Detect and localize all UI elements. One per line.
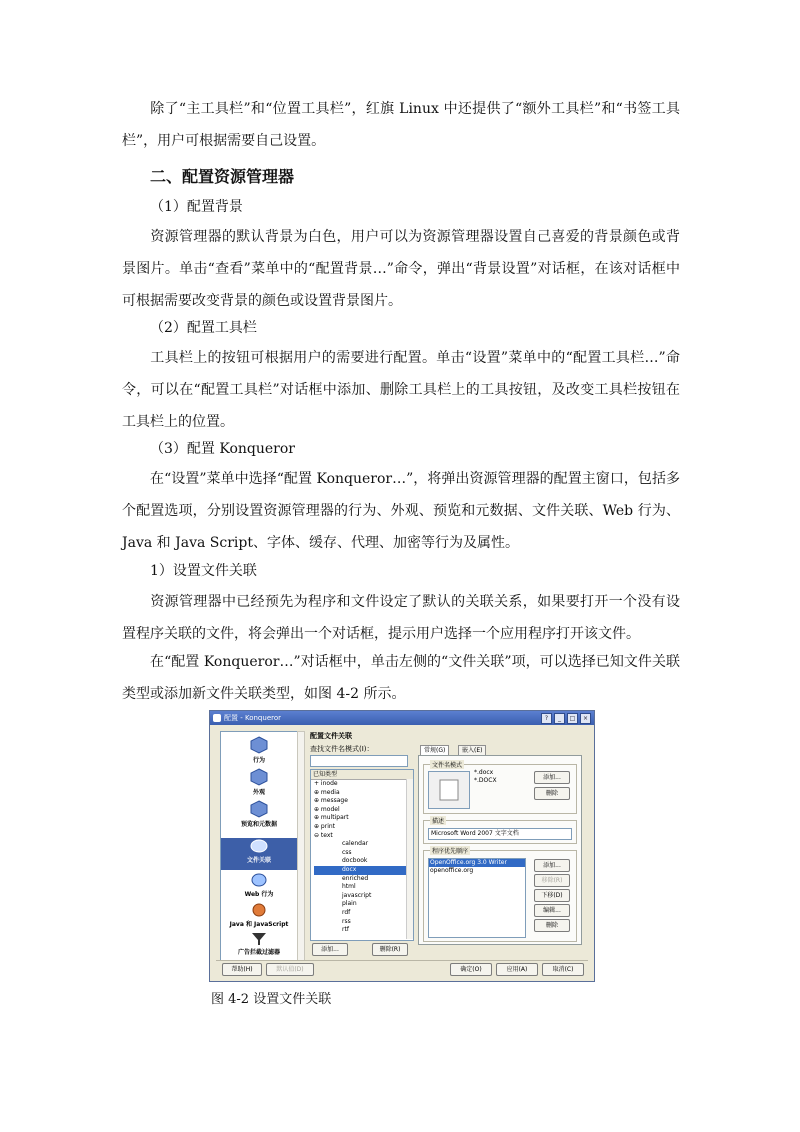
footer-divider <box>216 960 588 961</box>
tab-content <box>418 755 582 945</box>
delete-app-button[interactable]: 删除 <box>534 919 570 932</box>
minimize-icon[interactable]: _ <box>554 713 565 724</box>
tree-item[interactable]: html <box>342 883 356 891</box>
pattern-item[interactable]: *.docx <box>474 769 494 776</box>
funnel-icon <box>251 932 267 946</box>
move-down-button[interactable]: 下移(D) <box>534 889 570 902</box>
figure-caption: 图 4-2 设置文件关联 <box>211 992 332 1007</box>
konqueror-app-icon <box>213 714 221 722</box>
app-order-label: 程序优先顺序 <box>432 848 469 855</box>
patterns-list[interactable] <box>474 769 497 785</box>
nav-item-behavior[interactable]: 行为 <box>221 736 297 766</box>
delete-pattern-button[interactable]: 删除 <box>534 787 570 800</box>
nav-item-appearance[interactable]: 外观 <box>221 768 297 798</box>
cancel-button[interactable]: 取消(C) <box>542 963 584 976</box>
tree-item[interactable]: plain <box>342 900 357 908</box>
defaults-button[interactable]: 默认值(D) <box>266 963 314 976</box>
tree-item[interactable]: ⊕ multipart <box>314 814 349 822</box>
tab-general[interactable]: 常规(G) <box>420 745 449 756</box>
pattern-item[interactable]: *.DOCX <box>474 777 497 784</box>
edit-app-button[interactable]: 编辑... <box>534 904 570 917</box>
add-type-button[interactable]: 添加... <box>312 943 348 956</box>
search-input[interactable] <box>310 755 408 767</box>
tree-item-selected[interactable]: docx <box>314 866 406 875</box>
tree-item[interactable]: docbook <box>342 857 368 865</box>
file-patterns-group <box>423 764 577 814</box>
nav-item-java[interactable]: Java 和 JavaScript <box>221 902 297 930</box>
paragraph-5: 资源管理器中已经预先为程序和文件设定了默认的关联关系，如果要打开一个没有设置程序关联的文件，将会弹出一个对话框，提示用户选择一个应用程序打开该文件。 <box>122 594 680 642</box>
java-icon <box>250 902 268 918</box>
tab-embed[interactable]: 嵌入(E) <box>458 745 486 756</box>
tree-item[interactable]: javascript <box>342 891 372 899</box>
help-icon[interactable]: ? <box>541 713 552 724</box>
description-label: 描述 <box>432 818 445 825</box>
paragraph-6: 在“配置 Konqueror…”对话框中，单击左侧的“文件关联”项，可以选择已知文件关联类型或添加新文件关联类型，如图 4-2 所示。 <box>122 654 680 702</box>
cube-icon <box>250 800 268 818</box>
chat-icon <box>249 838 269 854</box>
konqueror-config-window <box>209 710 595 982</box>
nav-item-web-behavior[interactable]: Web 行为 <box>221 872 297 900</box>
app-item-selected[interactable]: OpenOffice.org 3.0 Writer <box>429 859 525 867</box>
cube-icon <box>250 736 268 754</box>
tree-item[interactable]: ⊕ media <box>314 788 340 796</box>
description-group <box>423 820 577 844</box>
paragraph-3: 工具栏上的按钮可根据用户的需要进行配置。单击“设置”菜单中的“配置工具栏…”命令，可以在“配置工具栏”对话框中添加、删除工具栏上的工具按钮，及改变工具栏按钮在工具栏上的位置。 <box>122 350 680 430</box>
tree-item[interactable]: css <box>342 848 352 856</box>
app-list[interactable] <box>428 858 526 938</box>
tree-item[interactable]: rtf <box>342 926 349 934</box>
nav-item-adblock[interactable]: 广告拦截过滤器 <box>221 932 297 958</box>
window-titlebar <box>210 711 594 725</box>
document-icon <box>439 779 459 801</box>
tree-item[interactable]: + inode <box>314 780 338 787</box>
delete-type-button[interactable]: 删除(R) <box>372 943 408 956</box>
nav-item-file-assoc[interactable]: 文件关联 <box>221 838 297 870</box>
description-input[interactable]: Microsoft Word 2007 文字文档 <box>428 828 572 840</box>
window-title: 配置 - Konqueror <box>224 714 282 722</box>
tree-scrollbar[interactable] <box>406 779 413 939</box>
subheading-konqueror: （3）配置 Konqueror <box>150 441 295 457</box>
globe-icon <box>250 872 268 888</box>
apply-button[interactable]: 应用(A) <box>496 963 538 976</box>
add-app-button[interactable]: 添加... <box>534 859 570 872</box>
file-type-icon <box>428 771 470 809</box>
help-button[interactable]: 帮助(H) <box>222 963 262 976</box>
known-types-header: 已知类型 <box>311 770 413 780</box>
app-order-group <box>423 850 577 942</box>
tree-item[interactable]: ⊕ print <box>314 822 336 830</box>
remove-app-button[interactable]: 移除(R) <box>534 874 570 887</box>
paragraph-2: 资源管理器的默认背景为白色，用户可以为资源管理器设置自己喜爱的背景颜色或背景图片。单击“查看”菜单中的“配置背景…”命令，弹出“背景设置”对话框，在该对话框中可根据需要改变背景的颜色或设置背景图片。 <box>122 229 680 309</box>
add-pattern-button[interactable]: 添加... <box>534 771 570 784</box>
close-icon[interactable]: × <box>580 713 591 724</box>
app-item[interactable]: openoffice.org <box>430 867 474 874</box>
tree-item[interactable]: ⊕ message <box>314 797 348 805</box>
tree-item[interactable]: ⊖ text <box>314 831 333 839</box>
tree-item[interactable]: calendar <box>342 840 369 848</box>
tree-item[interactable]: enriched <box>342 874 369 882</box>
file-assoc-panel <box>308 731 584 959</box>
ok-button[interactable]: 确定(O) <box>450 963 492 976</box>
known-types-tree[interactable] <box>310 769 414 941</box>
nav-scrollbar[interactable] <box>297 731 305 961</box>
subheading-file-assoc: 1）设置文件关联 <box>150 563 257 579</box>
nav-item-preview[interactable]: 预览和元数据 <box>221 800 297 836</box>
config-nav-list <box>220 731 298 961</box>
cube-icon <box>250 768 268 786</box>
file-patterns-label: 文件名模式 <box>432 762 463 769</box>
section-heading: 二、配置资源管理器 <box>150 167 295 186</box>
tree-item[interactable]: ⊕ model <box>314 805 340 813</box>
maximize-icon[interactable]: □ <box>567 713 578 724</box>
tree-item[interactable]: rdf <box>342 908 351 916</box>
paragraph-1: 除了“主工具栏”和“位置工具栏”，红旗 Linux 中还提供了“额外工具栏”和“书签工具栏”，用户可根据需要自己设置。 <box>122 101 680 149</box>
subheading-toolbar: （2）配置工具栏 <box>150 320 257 336</box>
subheading-background: （1）配置背景 <box>150 199 243 215</box>
paragraph-4: 在“设置”菜单中选择“配置 Konqueror…”，将弹出资源管理器的配置主窗口，包括多个配置选项，分别设置资源管理器的行为、外观、预览和元数据、文件关联、Web 行为、Java 和 Java Script、字体、缓存、代理、加密等行为及属性。 <box>122 471 680 551</box>
search-label: 查找文件名模式(I)： <box>310 745 374 753</box>
panel-title: 配置文件关联 <box>310 732 352 740</box>
tree-item[interactable]: rss <box>342 917 351 925</box>
